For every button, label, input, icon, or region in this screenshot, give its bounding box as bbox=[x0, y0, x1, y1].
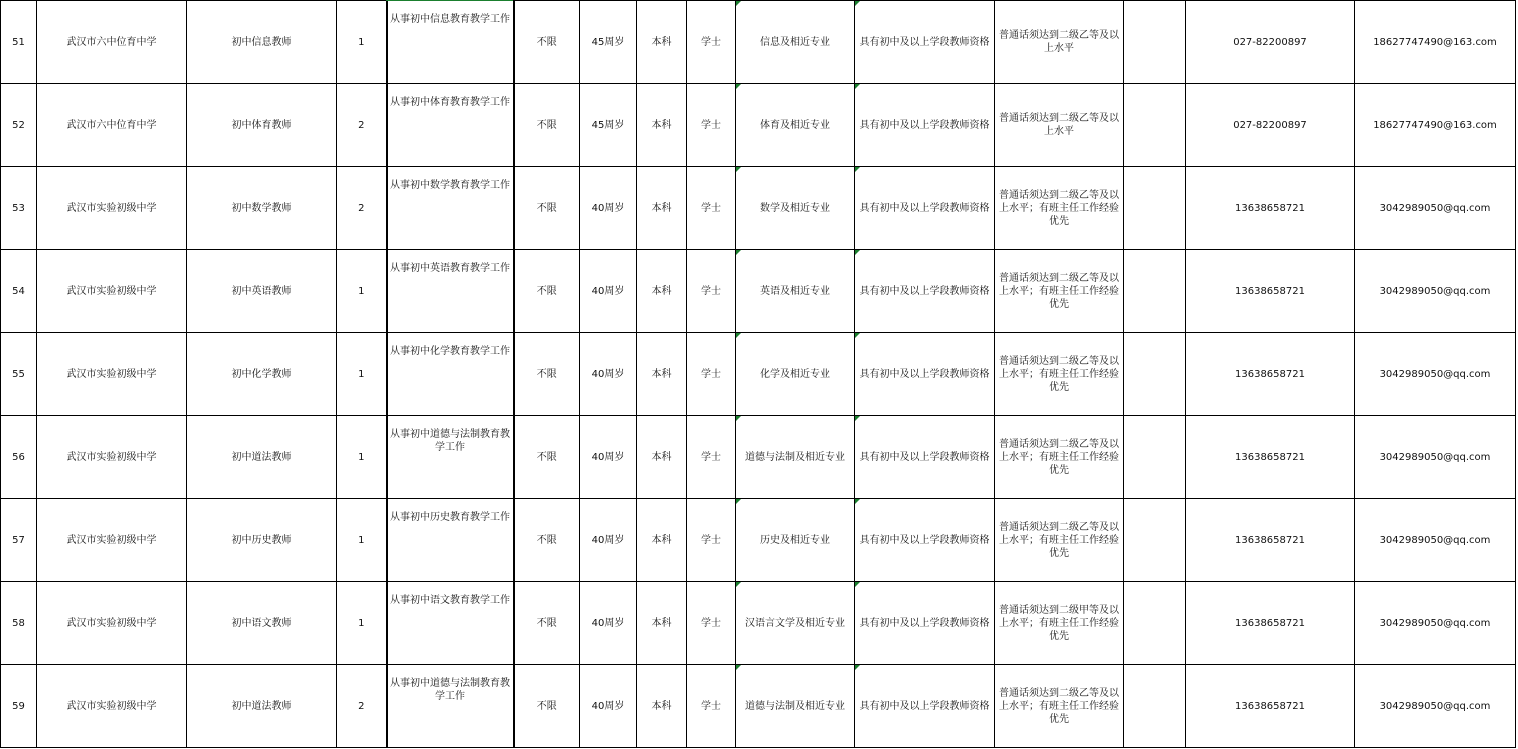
major-cell[interactable]: 道德与法制及相近专业 bbox=[736, 416, 855, 499]
other-requirements-cell[interactable]: 普通话须达到二级乙等及以上水平 bbox=[995, 1, 1124, 84]
table-row bbox=[1, 167, 1516, 250]
major-cell[interactable]: 历史及相近专业 bbox=[736, 499, 855, 582]
education-cell[interactable]: 本科 bbox=[637, 167, 687, 250]
table-row bbox=[1, 84, 1516, 167]
row-number-cell[interactable]: 56 bbox=[1, 416, 37, 499]
phone-cell[interactable]: 13638658721 bbox=[1186, 333, 1355, 416]
position-cell[interactable]: 初中道法教师 bbox=[187, 416, 337, 499]
duty-text: 从事初中英语教育教学工作 bbox=[390, 263, 510, 274]
email-cell[interactable]: 3042989050@qq.com bbox=[1355, 250, 1516, 333]
email-cell[interactable]: 18627747490@163.com bbox=[1355, 84, 1516, 167]
gender-cell[interactable]: 不限 bbox=[514, 582, 580, 665]
row-number-cell[interactable]: 55 bbox=[1, 333, 37, 416]
major-cell[interactable]: 英语及相近专业 bbox=[736, 250, 855, 333]
duty-cell[interactable] bbox=[387, 250, 514, 333]
phone-cell[interactable]: 13638658721 bbox=[1186, 665, 1355, 748]
row-number-cell[interactable]: 57 bbox=[1, 499, 37, 582]
degree-cell[interactable]: 学士 bbox=[687, 582, 736, 665]
duty-cell[interactable] bbox=[387, 1, 514, 84]
row-number-cell[interactable]: 59 bbox=[1, 665, 37, 748]
qualification-cell[interactable]: 具有初中及以上学段教师资格 bbox=[855, 665, 995, 748]
education-cell[interactable]: 本科 bbox=[637, 333, 687, 416]
qualification-cell[interactable]: 具有初中及以上学段教师资格 bbox=[855, 84, 995, 167]
row-number-cell[interactable]: 52 bbox=[1, 84, 37, 167]
count-cell[interactable]: 1 bbox=[337, 416, 387, 499]
table-body bbox=[1, 1, 1516, 748]
degree-cell[interactable]: 学士 bbox=[687, 499, 736, 582]
blank-cell[interactable] bbox=[1124, 167, 1186, 250]
duty-text: 从事初中语文教育教学工作 bbox=[390, 595, 510, 606]
email-cell[interactable]: 3042989050@qq.com bbox=[1355, 582, 1516, 665]
other-requirements-cell[interactable]: 普通话须达到二级甲等及以上水平；有班主任工作经验优先 bbox=[995, 582, 1124, 665]
degree-cell[interactable]: 学士 bbox=[687, 416, 736, 499]
duty-cell[interactable] bbox=[387, 499, 514, 582]
blank-cell[interactable] bbox=[1124, 582, 1186, 665]
phone-cell[interactable]: 027-82200897 bbox=[1186, 1, 1355, 84]
duty-text: 从事初中信息教育教学工作 bbox=[390, 14, 510, 25]
major-cell[interactable]: 体育及相近专业 bbox=[736, 84, 855, 167]
qualification-cell[interactable]: 具有初中及以上学段教师资格 bbox=[855, 1, 995, 84]
school-cell[interactable]: 武汉市六中位育中学 bbox=[37, 84, 187, 167]
qualification-cell[interactable]: 具有初中及以上学段教师资格 bbox=[855, 416, 995, 499]
school-cell[interactable]: 武汉市实验初级中学 bbox=[37, 167, 187, 250]
age-cell[interactable]: 40周岁 bbox=[580, 167, 637, 250]
column-highlight-line bbox=[386, 0, 513, 1]
age-cell[interactable]: 40周岁 bbox=[580, 665, 637, 748]
count-cell[interactable]: 2 bbox=[337, 167, 387, 250]
age-cell[interactable]: 40周岁 bbox=[580, 416, 637, 499]
email-cell[interactable]: 3042989050@qq.com bbox=[1355, 167, 1516, 250]
position-cell[interactable]: 初中英语教师 bbox=[187, 250, 337, 333]
education-cell[interactable]: 本科 bbox=[637, 1, 687, 84]
table-row bbox=[1, 1, 1516, 84]
table-row bbox=[1, 499, 1516, 582]
duty-text: 从事初中道德与法制教育教学工作 bbox=[390, 678, 510, 702]
row-number-cell[interactable]: 53 bbox=[1, 167, 37, 250]
position-cell[interactable]: 初中道法教师 bbox=[187, 665, 337, 748]
position-cell[interactable]: 初中历史教师 bbox=[187, 499, 337, 582]
email-cell[interactable]: 3042989050@qq.com bbox=[1355, 499, 1516, 582]
table-row bbox=[1, 665, 1516, 748]
school-cell[interactable]: 武汉市实验初级中学 bbox=[37, 333, 187, 416]
blank-cell[interactable] bbox=[1124, 416, 1186, 499]
blank-cell[interactable] bbox=[1124, 333, 1186, 416]
position-cell[interactable]: 初中语文教师 bbox=[187, 582, 337, 665]
phone-cell[interactable]: 13638658721 bbox=[1186, 499, 1355, 582]
count-cell[interactable]: 1 bbox=[337, 250, 387, 333]
age-cell[interactable]: 40周岁 bbox=[580, 582, 637, 665]
qualification-cell[interactable]: 具有初中及以上学段教师资格 bbox=[855, 333, 995, 416]
gender-cell[interactable]: 不限 bbox=[514, 250, 580, 333]
major-cell[interactable]: 信息及相近专业 bbox=[736, 1, 855, 84]
email-cell[interactable]: 3042989050@qq.com bbox=[1355, 416, 1516, 499]
school-cell[interactable]: 武汉市实验初级中学 bbox=[37, 250, 187, 333]
other-requirements-cell[interactable]: 普通话须达到二级乙等及以上水平 bbox=[995, 84, 1124, 167]
position-cell[interactable]: 初中体育教师 bbox=[187, 84, 337, 167]
education-cell[interactable]: 本科 bbox=[637, 84, 687, 167]
duty-cell[interactable] bbox=[387, 416, 514, 499]
position-cell[interactable]: 初中数学教师 bbox=[187, 167, 337, 250]
degree-cell[interactable]: 学士 bbox=[687, 333, 736, 416]
degree-cell[interactable]: 学士 bbox=[687, 250, 736, 333]
count-cell[interactable]: 1 bbox=[337, 333, 387, 416]
duty-cell[interactable] bbox=[387, 84, 514, 167]
school-cell[interactable]: 武汉市六中位育中学 bbox=[37, 1, 187, 84]
duty-cell[interactable] bbox=[387, 665, 514, 748]
blank-cell[interactable] bbox=[1124, 665, 1186, 748]
position-cell[interactable]: 初中信息教师 bbox=[187, 1, 337, 84]
other-requirements-cell[interactable]: 普通话须达到二级乙等及以上水平；有班主任工作经验优先 bbox=[995, 416, 1124, 499]
duty-text: 从事初中道德与法制教育教学工作 bbox=[390, 429, 510, 453]
table-row bbox=[1, 582, 1516, 665]
education-cell[interactable]: 本科 bbox=[637, 582, 687, 665]
school-cell[interactable]: 武汉市实验初级中学 bbox=[37, 665, 187, 748]
duty-cell[interactable] bbox=[387, 582, 514, 665]
phone-cell[interactable]: 13638658721 bbox=[1186, 582, 1355, 665]
position-cell[interactable]: 初中化学教师 bbox=[187, 333, 337, 416]
gender-cell[interactable]: 不限 bbox=[514, 1, 580, 84]
major-cell[interactable]: 数学及相近专业 bbox=[736, 167, 855, 250]
table-row bbox=[1, 333, 1516, 416]
qualification-cell[interactable]: 具有初中及以上学段教师资格 bbox=[855, 167, 995, 250]
duty-text: 从事初中历史教育教学工作 bbox=[390, 512, 510, 523]
duty-cell[interactable] bbox=[387, 333, 514, 416]
duty-cell[interactable] bbox=[387, 167, 514, 250]
gender-cell[interactable]: 不限 bbox=[514, 665, 580, 748]
major-cell[interactable]: 汉语言文学及相近专业 bbox=[736, 582, 855, 665]
other-requirements-cell[interactable]: 普通话须达到二级乙等及以上水平；有班主任工作经验优先 bbox=[995, 333, 1124, 416]
blank-cell[interactable] bbox=[1124, 1, 1186, 84]
table-row bbox=[1, 416, 1516, 499]
major-cell[interactable]: 化学及相近专业 bbox=[736, 333, 855, 416]
count-cell[interactable]: 1 bbox=[337, 1, 387, 84]
blank-cell[interactable] bbox=[1124, 84, 1186, 167]
row-number-cell[interactable]: 58 bbox=[1, 582, 37, 665]
blank-cell[interactable] bbox=[1124, 499, 1186, 582]
other-requirements-cell[interactable]: 普通话须达到二级乙等及以上水平；有班主任工作经验优先 bbox=[995, 250, 1124, 333]
count-cell[interactable]: 2 bbox=[337, 665, 387, 748]
education-cell[interactable]: 本科 bbox=[637, 499, 687, 582]
degree-cell[interactable]: 学士 bbox=[687, 84, 736, 167]
gender-cell[interactable]: 不限 bbox=[514, 416, 580, 499]
phone-cell[interactable]: 13638658721 bbox=[1186, 167, 1355, 250]
email-cell[interactable]: 3042989050@qq.com bbox=[1355, 333, 1516, 416]
education-cell[interactable]: 本科 bbox=[637, 665, 687, 748]
age-cell[interactable]: 40周岁 bbox=[580, 250, 637, 333]
major-cell[interactable]: 道德与法制及相近专业 bbox=[736, 665, 855, 748]
duty-text: 从事初中数学教育教学工作 bbox=[390, 180, 510, 191]
age-cell[interactable]: 45周岁 bbox=[580, 1, 637, 84]
duty-text: 从事初中体育教育教学工作 bbox=[390, 97, 510, 108]
degree-cell[interactable]: 学士 bbox=[687, 1, 736, 84]
count-cell[interactable]: 1 bbox=[337, 582, 387, 665]
age-cell[interactable]: 40周岁 bbox=[580, 333, 637, 416]
other-requirements-cell[interactable]: 普通话须达到二级乙等及以上水平；有班主任工作经验优先 bbox=[995, 167, 1124, 250]
age-cell[interactable]: 45周岁 bbox=[580, 84, 637, 167]
other-requirements-cell[interactable]: 普通话须达到二级乙等及以上水平；有班主任工作经验优先 bbox=[995, 665, 1124, 748]
education-cell[interactable]: 本科 bbox=[637, 250, 687, 333]
other-requirements-cell[interactable]: 普通话须达到二级乙等及以上水平；有班主任工作经验优先 bbox=[995, 499, 1124, 582]
gender-cell[interactable]: 不限 bbox=[514, 167, 580, 250]
degree-cell[interactable]: 学士 bbox=[687, 665, 736, 748]
table-row bbox=[1, 250, 1516, 333]
duty-text: 从事初中化学教育教学工作 bbox=[390, 346, 510, 357]
degree-cell[interactable]: 学士 bbox=[687, 167, 736, 250]
blank-cell[interactable] bbox=[1124, 250, 1186, 333]
age-cell[interactable]: 40周岁 bbox=[580, 499, 637, 582]
qualification-cell[interactable]: 具有初中及以上学段教师资格 bbox=[855, 250, 995, 333]
gender-cell[interactable]: 不限 bbox=[514, 84, 580, 167]
email-cell[interactable]: 18627747490@163.com bbox=[1355, 1, 1516, 84]
phone-cell[interactable]: 13638658721 bbox=[1186, 250, 1355, 333]
education-cell[interactable]: 本科 bbox=[637, 416, 687, 499]
qualification-cell[interactable]: 具有初中及以上学段教师资格 bbox=[855, 582, 995, 665]
row-number-cell[interactable]: 54 bbox=[1, 250, 37, 333]
count-cell[interactable]: 2 bbox=[337, 84, 387, 167]
school-cell[interactable]: 武汉市实验初级中学 bbox=[37, 499, 187, 582]
school-cell[interactable]: 武汉市实验初级中学 bbox=[37, 582, 187, 665]
school-cell[interactable]: 武汉市实验初级中学 bbox=[37, 416, 187, 499]
gender-cell[interactable]: 不限 bbox=[514, 333, 580, 416]
email-cell[interactable]: 3042989050@qq.com bbox=[1355, 665, 1516, 748]
phone-cell[interactable]: 13638658721 bbox=[1186, 416, 1355, 499]
qualification-cell[interactable]: 具有初中及以上学段教师资格 bbox=[855, 499, 995, 582]
count-cell[interactable]: 1 bbox=[337, 499, 387, 582]
row-number-cell[interactable]: 51 bbox=[1, 1, 37, 84]
gender-cell[interactable]: 不限 bbox=[514, 499, 580, 582]
phone-cell[interactable]: 027-82200897 bbox=[1186, 84, 1355, 167]
